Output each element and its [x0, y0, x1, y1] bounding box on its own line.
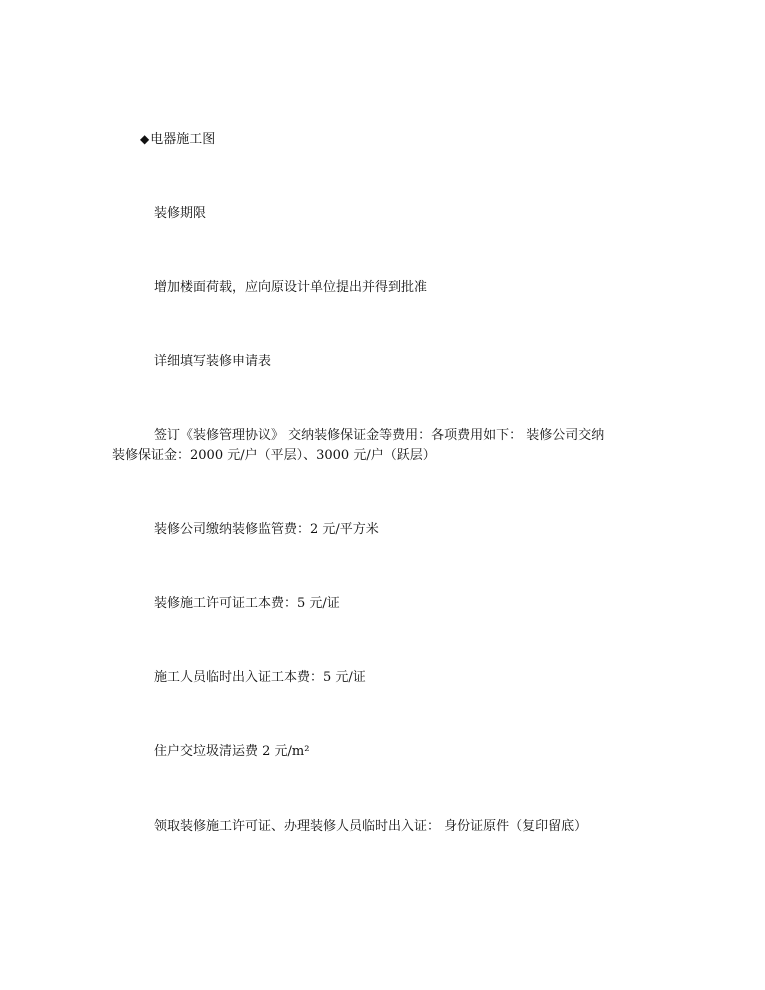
paragraph-agreement-fees: [112, 426, 604, 466]
paragraph-line: 装修期限: [154, 206, 207, 221]
paragraph-garbage-fee: [154, 742, 309, 762]
paragraph-line: 签订《装修管理协议》 交纳装修保证金等费用：各项费用如下： 装修公司交纳: [154, 428, 605, 443]
paragraph-permit-collection: [154, 817, 587, 837]
paragraph-line: 施工人员临时出入证工本费：5 元/证: [154, 670, 366, 685]
paragraph-line: 领取装修施工许可证、办理装修人员临时出入证： 身份证原件（复印留底）: [154, 819, 588, 834]
paragraph-line: 装修保证金：2000 元/户（平层）、3000 元/户（跃层）: [112, 448, 436, 463]
paragraph-line: 增加楼面荷载，应向原设计单位提出并得到批准: [154, 280, 428, 295]
paragraph-renovation-period: [154, 204, 206, 224]
diamond-bullet-icon: ◆: [140, 132, 150, 146]
paragraph-application-form: [154, 352, 271, 372]
section-heading: [140, 129, 215, 150]
paragraph-line: 装修公司缴纳装修监管费：2 元/平方米: [154, 522, 379, 537]
section-heading-text: 电器施工图: [150, 132, 216, 147]
paragraph-floor-load: [154, 278, 427, 298]
paragraph-supervision-fee: [154, 520, 379, 540]
paragraph-line: 详细填写装修申请表: [154, 354, 272, 369]
paragraph-line: 装修施工许可证工本费：5 元/证: [154, 596, 340, 611]
paragraph-line: 住户交垃圾清运费 2 元/m²: [154, 744, 310, 759]
paragraph-pass-fee: [154, 668, 366, 688]
paragraph-permit-fee: [154, 594, 340, 614]
